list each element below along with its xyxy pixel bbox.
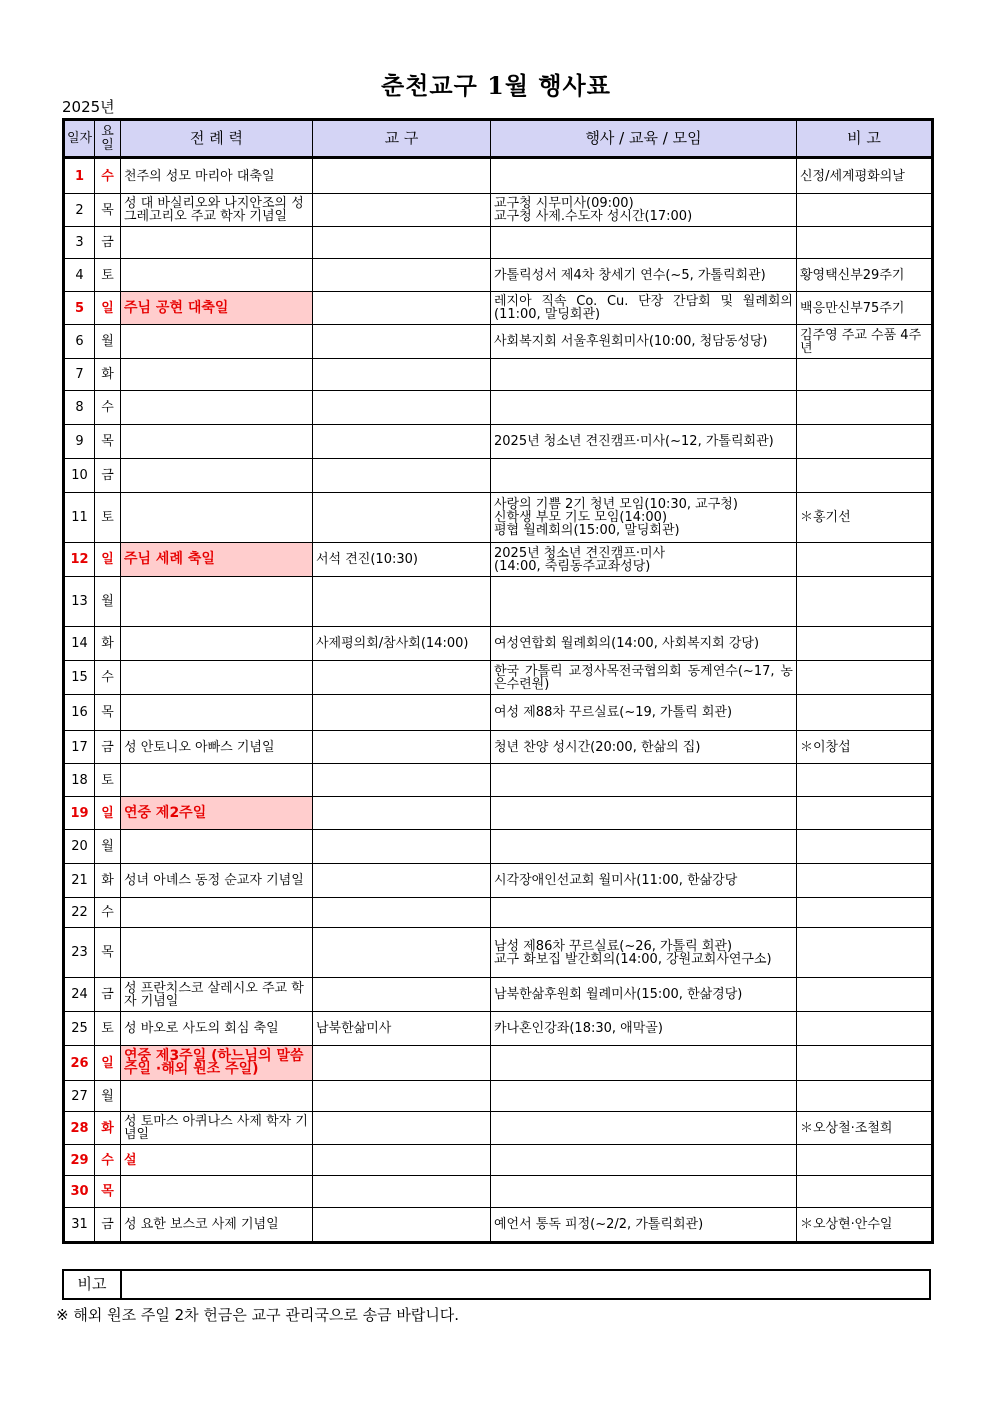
liturgical-calendar-cell [121,259,313,292]
events-cell [491,830,797,864]
weekday-cell: 토 [95,764,121,797]
events-cell: 남북한삶후원회 월례미사(15:00, 한삶경당) [491,978,797,1012]
weekday-cell: 화 [95,359,121,391]
notes-cell [797,797,933,830]
table-row [64,543,933,577]
events-cell [491,227,797,259]
liturgical-calendar-cell: 성녀 아녜스 동정 순교자 기념일 [121,864,313,898]
table-row [64,325,933,359]
diocese-cell [313,1112,491,1145]
day-cell: 23 [64,928,95,978]
notes-cell [797,391,933,425]
day-cell: 14 [64,627,95,661]
diocese-cell [313,928,491,978]
day-cell: 1 [64,158,95,194]
events-cell [491,1145,797,1176]
table-row [64,627,933,661]
remarks-box [62,1269,931,1300]
events-cell [491,1046,797,1081]
diocese-cell [313,731,491,764]
diocese-cell [313,459,491,493]
liturgical-calendar-cell [121,459,313,493]
day-cell: 19 [64,797,95,830]
diocese-cell [313,292,491,325]
events-cell: 가톨릭성서 제4차 창세기 연수(~5, 가톨릭회관) [491,259,797,292]
weekday-cell: 월 [95,577,121,627]
diocese-cell [313,898,491,928]
weekday-cell: 월 [95,830,121,864]
liturgical-calendar-cell [121,359,313,391]
liturgical-calendar-cell: 성 프란치스코 살레시오 주교 학자 기념일 [121,978,313,1012]
table-header-row [64,120,933,158]
diocese-cell [313,978,491,1012]
table-row [64,1176,933,1208]
notes-cell [797,359,933,391]
weekday-cell: 수 [95,158,121,194]
table-row [64,194,933,227]
header-day: 일자 [64,120,95,158]
day-cell: 16 [64,695,95,731]
diocese-cell [313,493,491,543]
table-row [64,493,933,543]
events-cell: 청년 찬양 성시간(20:00, 한삶의 집) [491,731,797,764]
table-row [64,764,933,797]
diocese-cell [313,830,491,864]
header-events: 행사 / 교육 / 모임 [491,120,797,158]
events-cell: 여성연합회 월례회의(14:00, 사회복지회 강당) [491,627,797,661]
notes-cell [797,459,933,493]
liturgical-calendar-cell [121,493,313,543]
notes-cell [797,194,933,227]
day-cell: 13 [64,577,95,627]
diocese-cell: 사제평의회/참사회(14:00) [313,627,491,661]
liturgical-calendar-cell [121,764,313,797]
weekday-cell: 화 [95,627,121,661]
liturgical-calendar-cell: 연중 제3주일 (하느님의 말씀 주일 ·해외 원조 주일) [121,1046,313,1081]
liturgical-calendar-cell: 성 바오로 사도의 회심 축일 [121,1012,313,1046]
events-cell: 2025년 청소년 견진캠프·미사(~12, 가톨릭회관) [491,425,797,459]
weekday-cell: 금 [95,227,121,259]
notes-cell: ＊오상현·안수일 [797,1208,933,1243]
notes-cell [797,864,933,898]
events-cell [491,359,797,391]
liturgical-calendar-cell [121,391,313,425]
liturgical-calendar-cell [121,577,313,627]
schedule-table [62,118,934,1244]
notes-cell: 김주영 주교 수품 4주년 [797,325,933,359]
table-row [64,259,933,292]
weekday-cell: 수 [95,661,121,695]
diocese-cell [313,695,491,731]
diocese-cell [313,577,491,627]
day-cell: 25 [64,1012,95,1046]
diocese-cell [313,259,491,292]
weekday-cell: 월 [95,325,121,359]
liturgical-calendar-cell: 설 [121,1145,313,1176]
notes-cell [797,1046,933,1081]
diocese-cell [313,661,491,695]
diocese-cell: 남북한삶미사 [313,1012,491,1046]
year-label: 2025년 [62,98,115,116]
diocese-cell [313,359,491,391]
notes-cell [797,695,933,731]
day-cell: 28 [64,1112,95,1145]
liturgical-calendar-cell [121,227,313,259]
table-row [64,695,933,731]
liturgical-calendar-cell [121,928,313,978]
footnote: ※ 해외 원조 주일 2차 헌금은 교구 관리국으로 송금 바랍니다. [56,1306,460,1324]
day-cell: 29 [64,1145,95,1176]
notes-cell [797,1081,933,1112]
weekday-cell: 금 [95,978,121,1012]
table-row [64,577,933,627]
diocese-cell [313,1046,491,1081]
liturgical-calendar-cell: 천주의 성모 마리아 대축일 [121,158,313,194]
notes-cell [797,764,933,797]
events-cell: 여성 제88차 꾸르실료(~19, 가톨릭 회관) [491,695,797,731]
day-cell: 4 [64,259,95,292]
weekday-cell: 목 [95,928,121,978]
liturgical-calendar-cell: 주님 세례 축일 [121,543,313,577]
events-cell: 남성 제86차 꾸르실료(~26, 가톨릭 회관) 교구 화보집 발간회의(14:00, 강원교회사연구소) [491,928,797,978]
table-row [64,1081,933,1112]
day-cell: 7 [64,359,95,391]
weekday-cell: 일 [95,797,121,830]
weekday-cell: 일 [95,543,121,577]
notes-cell [797,543,933,577]
diocese-cell [313,227,491,259]
events-cell: 사랑의 기쁨 2기 청년 모임(10:30, 교구청) 신학생 부모 기도 모임(14:00) 평협 월례회의(15:00, 말딩회관) [491,493,797,543]
table-row [64,459,933,493]
weekday-cell: 일 [95,292,121,325]
events-cell [491,1112,797,1145]
liturgical-calendar-cell: 성 요한 보스코 사제 기념일 [121,1208,313,1243]
table-row [64,359,933,391]
diocese-cell [313,764,491,797]
weekday-cell: 수 [95,898,121,928]
liturgical-calendar-cell [121,661,313,695]
notes-cell [797,830,933,864]
notes-cell [797,577,933,627]
day-cell: 22 [64,898,95,928]
diocese-cell [313,864,491,898]
header-calendar: 전 례 력 [121,120,313,158]
table-row [64,425,933,459]
diocese-cell [313,194,491,227]
events-cell: 2025년 청소년 견진캠프·미사 (14:00, 죽림동주교좌성당) [491,543,797,577]
diocese-cell [313,1081,491,1112]
day-cell: 10 [64,459,95,493]
diocese-cell [313,797,491,830]
events-cell [491,577,797,627]
notes-cell: ＊이창섭 [797,731,933,764]
day-cell: 26 [64,1046,95,1081]
table-row [64,928,933,978]
liturgical-calendar-cell: 주님 공현 대축일 [121,292,313,325]
events-cell: 사회복지회 서울후원회미사(10:00, 청담동성당) [491,325,797,359]
weekday-cell: 목 [95,1176,121,1208]
weekday-cell: 화 [95,864,121,898]
day-cell: 6 [64,325,95,359]
liturgical-calendar-cell: 연중 제2주일 [121,797,313,830]
events-cell: 한국 가톨릭 교정사목전국협의회 동계연수(~17, 농은수련원) [491,661,797,695]
table-row [64,1112,933,1145]
events-cell [491,1176,797,1208]
table-row [64,978,933,1012]
weekday-cell: 월 [95,1081,121,1112]
events-cell: 교구청 시무미사(09:00) 교구청 사제.수도자 성시간(17:00) [491,194,797,227]
table-row [64,864,933,898]
liturgical-calendar-cell [121,627,313,661]
day-cell: 8 [64,391,95,425]
day-cell: 30 [64,1176,95,1208]
liturgical-calendar-cell [121,898,313,928]
day-cell: 20 [64,830,95,864]
weekday-cell: 금 [95,459,121,493]
diocese-cell [313,325,491,359]
table-row [64,227,933,259]
weekday-cell: 목 [95,695,121,731]
table-row [64,661,933,695]
events-cell: 카나혼인강좌(18:30, 애막골) [491,1012,797,1046]
liturgical-calendar-cell: 성 토마스 아퀴나스 사제 학자 기념일 [121,1112,313,1145]
table-row [64,1208,933,1243]
day-cell: 18 [64,764,95,797]
weekday-cell: 수 [95,391,121,425]
day-cell: 21 [64,864,95,898]
table-row [64,731,933,764]
diocese-cell [313,425,491,459]
notes-cell [797,1176,933,1208]
header-diocese: 교 구 [313,120,491,158]
liturgical-calendar-cell [121,325,313,359]
weekday-cell: 토 [95,1012,121,1046]
diocese-cell [313,1176,491,1208]
diocese-cell [313,1145,491,1176]
notes-cell [797,978,933,1012]
day-cell: 27 [64,1081,95,1112]
notes-cell: 백응만신부75주기 [797,292,933,325]
events-cell: 예언서 통독 피정(~2/2, 가톨릭회관) [491,1208,797,1243]
remarks-label: 비고 [64,1271,122,1298]
page-title: 춘천교구 1월 행사표 [381,71,611,100]
liturgical-calendar-cell [121,830,313,864]
diocese-cell: 서석 견진(10:30) [313,543,491,577]
notes-cell [797,425,933,459]
day-cell: 17 [64,731,95,764]
liturgical-calendar-cell: 성 대 바실리오와 나지안조의 성 그레고리오 주교 학자 기념일 [121,194,313,227]
events-cell [491,764,797,797]
table-row [64,158,933,194]
weekday-cell: 토 [95,259,121,292]
notes-cell [797,661,933,695]
table-row [64,1012,933,1046]
events-cell: 레지아 직속 Co. Cu. 단장 간담회 및 월례회의(11:00, 말딩회관) [491,292,797,325]
diocese-cell [313,158,491,194]
notes-cell [797,898,933,928]
notes-cell [797,627,933,661]
day-cell: 24 [64,978,95,1012]
events-cell [491,158,797,194]
notes-cell: 황영택신부29주기 [797,259,933,292]
events-cell [491,391,797,425]
table-row [64,898,933,928]
table-row [64,797,933,830]
weekday-cell: 일 [95,1046,121,1081]
events-cell [491,1081,797,1112]
events-cell [491,898,797,928]
notes-cell [797,1145,933,1176]
diocese-cell [313,1208,491,1243]
notes-cell: ＊오상철·조철희 [797,1112,933,1145]
day-cell: 3 [64,227,95,259]
weekday-cell: 목 [95,194,121,227]
day-cell: 9 [64,425,95,459]
events-cell [491,459,797,493]
liturgical-calendar-cell [121,1176,313,1208]
notes-cell [797,1012,933,1046]
weekday-cell: 금 [95,1208,121,1243]
weekday-cell: 금 [95,731,121,764]
liturgical-calendar-cell: 성 안토니오 아빠스 기념일 [121,731,313,764]
notes-cell [797,227,933,259]
liturgical-calendar-cell [121,1081,313,1112]
day-cell: 5 [64,292,95,325]
weekday-cell: 수 [95,1145,121,1176]
day-cell: 11 [64,493,95,543]
notes-cell: ＊홍기선 [797,493,933,543]
table-row [64,1145,933,1176]
table-row [64,1046,933,1081]
weekday-cell: 목 [95,425,121,459]
events-cell [491,797,797,830]
day-cell: 31 [64,1208,95,1243]
notes-cell: 신정/세계평화의날 [797,158,933,194]
liturgical-calendar-cell [121,425,313,459]
diocese-cell [313,391,491,425]
day-cell: 15 [64,661,95,695]
day-cell: 12 [64,543,95,577]
header-notes: 비 고 [797,120,933,158]
table-row [64,292,933,325]
liturgical-calendar-cell [121,695,313,731]
weekday-cell: 화 [95,1112,121,1145]
table-row [64,830,933,864]
table-row [64,391,933,425]
header-weekday: 요일 [95,120,121,158]
day-cell: 2 [64,194,95,227]
notes-cell [797,928,933,978]
events-cell: 시각장애인선교회 월미사(11:00, 한삶강당 [491,864,797,898]
weekday-cell: 토 [95,493,121,543]
